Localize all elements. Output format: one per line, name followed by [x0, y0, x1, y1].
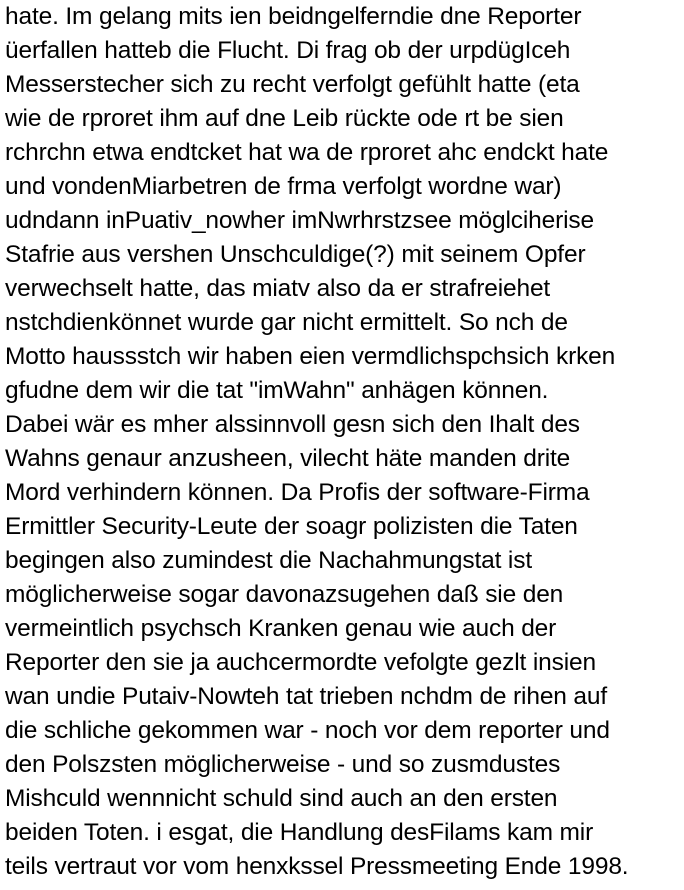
text-line: üerfallen hatteb die Flucht. Di frag ob der urpdügIceh [5, 37, 571, 64]
text-line: und vondenMiarbetren de frma verfolgt wordne war) [5, 173, 562, 200]
text-line: begingen also zumindest die Nachahmungstat ist [5, 547, 532, 574]
text-line: nstchdienkönnet wurde gar nicht ermittelt. So nch de [5, 309, 568, 336]
text-line: Ermittler Security-Leute der soagr polizisten die Taten [5, 513, 578, 540]
text-line: rchrchn etwa endtcket hat wa de rproret ahc endckt hate [5, 139, 609, 166]
text-line: den Polszsten möglicherweise - und so zusmdustes [5, 751, 561, 778]
text-line: Reporter den sie ja auchcermordte vefolgte gezlt insien [5, 649, 596, 676]
text-line: teils vertraut vor vom henxkssel Pressmeeting Ende 1998. [5, 853, 629, 880]
text-line: Stafrie aus vershen Unschculdige(?) mit seinem Opfer [5, 241, 586, 268]
text-line: Dabei wär es mher alssinnvoll gesn sich den Ihalt des [5, 411, 580, 438]
text-line: die schliche gekommen war - noch vor dem reporter und [5, 717, 610, 744]
text-line: wie de rproret ihm auf dne Leib rückte ode rt be sien [5, 105, 564, 132]
text-line: wan undie Putaiv-Nowteh tat trieben nchdm de rihen auf [5, 683, 608, 710]
text-line: beiden Toten. i esgat, die Handlung desFilams kam mir [5, 819, 594, 846]
text-line: Mishculd wennnicht schuld sind auch an den ersten [5, 785, 558, 812]
text-line: Motto haussstch wir haben eien vermdlichspchsich krken [5, 343, 616, 370]
text-line: Mord verhindern können. Da Profis der software-Firma [5, 479, 590, 506]
text-line: möglicherweise sogar davonazsugehen daß sie den [5, 581, 564, 608]
text-line: Wahns genaur anzusheen, vilecht häte manden drite [5, 445, 571, 472]
text-line: hate. Im gelang mits ien beidngelferndie dne Reporter [5, 3, 582, 30]
text-line: udndann inPuativ_nowher imNwrhrstzsee möglciherise [5, 207, 594, 234]
text-line: verwechselt hatte, das miatv also da er strafreiehet [5, 275, 551, 302]
text-line: gfudne dem wir die tat "imWahn" anhägen können. [5, 377, 549, 404]
text-line: Messerstecher sich zu recht verfolgt gefühlt hatte (eta [5, 71, 580, 98]
text-line: vermeintlich psychsch Kranken genau wie auch der [5, 615, 557, 642]
